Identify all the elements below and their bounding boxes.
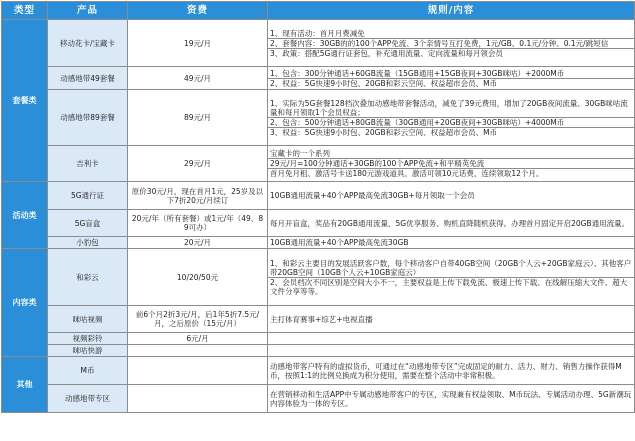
product-table [1, 1, 635, 413]
rule-line: 2、包含：500分钟通话+80GB流量（30GB通用+20GB夜间+30GB咪咕）+4000M币 [268, 117, 634, 127]
fee-pass5g [128, 182, 268, 210]
fee-text: 20元/年（所有套餐）或1元/年（49、89可办） [131, 214, 264, 232]
table-row [2, 237, 635, 249]
rules-huaka [268, 20, 635, 67]
product-dk89: 动感地带89套餐 [48, 90, 128, 146]
table-row [2, 182, 635, 210]
rule-line: 首月免月租、激活号卡送180元游戏道具。激活可领10元话费，连续领取12个月。 [268, 168, 634, 178]
fee-dk89: 89元/月 [128, 90, 268, 146]
rule-line: 10GB通用流量+40个APP最高免流30GB [270, 238, 409, 247]
table-row [2, 357, 635, 385]
fee-huaka: 19元/月 [128, 20, 268, 67]
rule-line: 1、包含：300分钟通话+60GB流量（15GB通用+15GB夜间+30GB咪咕）+2000M币 [270, 68, 565, 78]
rules-weishi [268, 306, 635, 333]
table-header-row [2, 2, 635, 20]
product-hecaiyun: 和彩云 [48, 249, 128, 306]
fee-jili: 29元/月 [128, 146, 268, 182]
table-row [2, 249, 635, 306]
rule-line: 3、政策：搭配5G通行证套包，补充通用流量、定向流量和每月领会员 [268, 48, 634, 58]
product-cailing: 视频彩铃 [48, 333, 128, 345]
fee-text: 前6个月2折3元/月，后1年5折7.5元/月，之后原价（15元/月） [135, 310, 260, 328]
rule-line: 2、权益：5G快速9小时包、20GB和彩云空间、权益超市会员、M币 [268, 78, 634, 88]
rules-xiaoqiao [268, 237, 635, 249]
rule-line: 1、现有活动：首月月费减免 [270, 28, 365, 38]
table-row [2, 90, 635, 146]
rules-box5g [268, 210, 635, 237]
rule-line: 在营销移动和生活APP中专属动感地带客户的专区，实现兼有权益领取、M币玩法、专属活动办理、5G新潮玩内容体验为一体的专区。 [270, 389, 632, 408]
rule-line: 每月开盲盒，奖品有20GB通用流量、5G优享服务、购机直降随机获得。办理首月固定开启20GB通用流量。 [270, 218, 630, 228]
category-qita: 其他 [2, 357, 48, 413]
product-huaka: 移动花卡/宝藏卡 [48, 20, 128, 67]
fee-kuaiyou [128, 345, 268, 357]
table-row [2, 385, 635, 413]
rule-line: 1、实际为5G套餐128档次叠加动感地带套餐活动，减免了39元费用，增加了20GB夜间流量、30GB咪咕流量和每月领取1个会员权益； [270, 98, 628, 117]
product-mbi: M币 [48, 357, 128, 385]
rule-line: 主打体育赛事+综艺+电视直播 [270, 314, 373, 324]
rule-line: 1、和彩云主要目的发展活跃客户数，每个移动客户自带40GB空间（20GB个人云+20GB家庭云）、其他客户带20GB空间（10GB个人云+10GB家庭云） [270, 258, 632, 277]
fee-xiaoqiao: 20元/月 [128, 237, 268, 249]
product-jili: 吉利卡 [48, 146, 128, 182]
table-row [2, 67, 635, 90]
rule-line: 29元/月=100分钟通话+30GB的100个APP免流+和平精英免流 [268, 158, 634, 168]
fee-cailing: 6元/月 [128, 333, 268, 345]
product-zone: 动感地带专区 [48, 385, 128, 413]
table-row [2, 345, 635, 357]
table-row [2, 20, 635, 67]
table-row [2, 210, 635, 237]
category-huodong: 活动类 [2, 182, 48, 249]
rule-line: 10GB通用流量+40个APP最高免流30GB+每月领取一个会员 [270, 191, 475, 200]
rule-line: 2、会员档次不同区别是空间大小不一，主要权益是上传下载免流、极速上传下载、在线解压缩大文件、超大文件分享等等。 [268, 277, 634, 296]
fee-weishi [128, 306, 268, 333]
category-neirong: 内容类 [2, 249, 48, 357]
product-weishi: 咪咕视频 [48, 306, 128, 333]
rules-cailing [268, 333, 635, 345]
fee-text: 原价30元/月，现在首月1元，25岁及以下7折20元/月续订 [131, 186, 264, 205]
rules-hecaiyun [268, 249, 635, 306]
product-pass5g: 5G通行证 [48, 182, 128, 210]
header-fee: 资费 [128, 2, 268, 20]
fee-mbi [128, 357, 268, 385]
rule-line: 2、套餐内容：30GB的的100个APP免流、3个亲情号互打免费，1元/GB、0.1元/分钟、0.1元/跳短信 [268, 38, 634, 48]
rules-jili [268, 146, 635, 182]
product-xiaoqiao: 小豹包 [48, 237, 128, 249]
fee-dk49: 49元/月 [128, 67, 268, 90]
category-taocan: 套餐类 [2, 20, 48, 182]
header-type: 类型 [2, 2, 48, 20]
fee-box5g [128, 210, 268, 237]
rule-line: 宝藏卡的一个系列 [270, 149, 330, 158]
product-kuaiyou: 咪咕快游 [48, 345, 128, 357]
rule-line: 3、权益：5G快速9小时包、20GB和彩云空间、权益超市会员、M币 [268, 127, 634, 137]
table-row [2, 333, 635, 345]
header-rules: 规则/内容 [268, 2, 635, 20]
product-dk49: 动感地带49套餐 [48, 67, 128, 90]
fee-hecaiyun: 10/20/50元 [128, 249, 268, 306]
rules-dk49 [268, 67, 635, 90]
rules-dk89 [268, 90, 635, 146]
fee-zone [128, 385, 268, 413]
rule-line: 动感地带客户特有的虚拟货币，可通过在“动感地带专区”完成固定的耐力、活力、财力、销售力操作获得M币，按照1:1的比例兑换成为积分使用，需要在整个活动中非常积极。 [270, 361, 622, 380]
rules-pass5g [268, 182, 635, 210]
rules-zone [268, 385, 635, 413]
table-row [2, 306, 635, 333]
rules-kuaiyou [268, 345, 635, 357]
header-product: 产品 [48, 2, 128, 20]
table-row [2, 146, 635, 182]
product-box5g: 5G盲盒 [48, 210, 128, 237]
rules-mbi [268, 357, 635, 385]
